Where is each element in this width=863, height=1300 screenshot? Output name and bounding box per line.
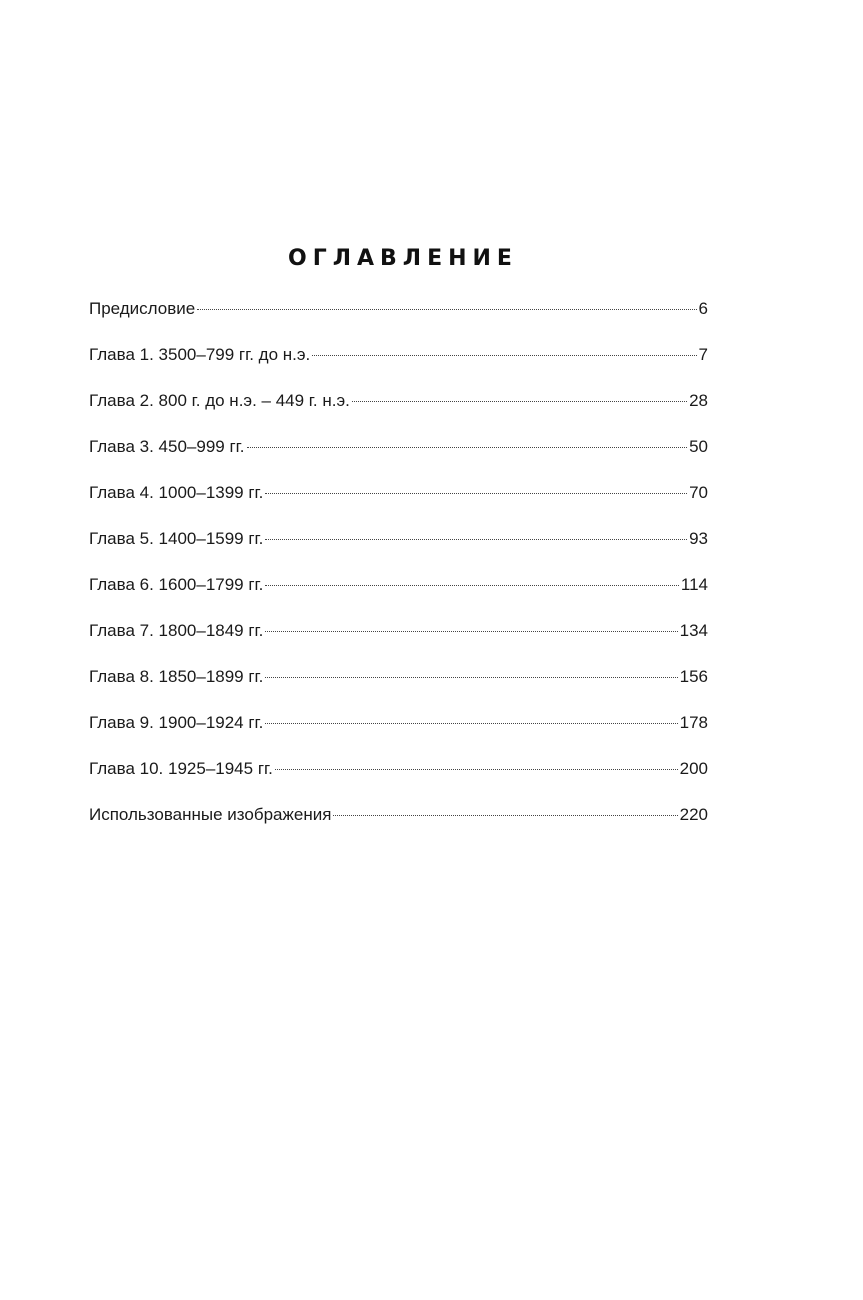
dot-leader	[265, 493, 687, 494]
toc-entry-page: 7	[698, 345, 708, 364]
dot-leader	[312, 355, 696, 356]
toc-entry-page: 50	[689, 437, 708, 456]
dot-leader	[265, 585, 678, 586]
toc-entry-chapter-9[interactable]	[89, 710, 708, 756]
toc-entry-page: 134	[679, 621, 708, 640]
toc-entry-label: Предисловие	[89, 299, 196, 318]
toc-entry-page: 220	[679, 805, 708, 824]
toc-title: ОГЛАВЛЕНИЕ	[288, 246, 518, 271]
toc-entry-page: 156	[679, 667, 708, 686]
dot-leader	[265, 539, 687, 540]
toc-entry-label: Глава 1. 3500–799 гг. до н.э.	[89, 345, 311, 364]
toc-entry-preface[interactable]	[89, 296, 708, 342]
toc-entry-chapter-1[interactable]	[89, 342, 708, 388]
toc-entry-label: Глава 5. 1400–1599 гг.	[89, 529, 264, 548]
toc-entry-chapter-8[interactable]	[89, 664, 708, 710]
toc-entry-image-credits[interactable]	[89, 802, 708, 848]
toc-entry-chapter-3[interactable]	[89, 434, 708, 480]
toc-entry-chapter-5[interactable]	[89, 526, 708, 572]
dot-leader	[265, 677, 677, 678]
toc-entry-chapter-7[interactable]	[89, 618, 708, 664]
dot-leader	[247, 447, 688, 448]
toc-entry-chapter-10[interactable]	[89, 756, 708, 802]
dot-leader	[265, 631, 677, 632]
dot-leader	[197, 309, 696, 310]
toc-entry-label: Глава 10. 1925–1945 гг.	[89, 759, 273, 778]
toc-entry-chapter-4[interactable]	[89, 480, 708, 526]
toc-entry-page: 93	[689, 529, 708, 548]
toc-entry-chapter-2[interactable]	[89, 388, 708, 434]
dot-leader	[265, 723, 677, 724]
toc-entry-label: Глава 4. 1000–1399 гг.	[89, 483, 264, 502]
toc-list	[89, 296, 708, 848]
toc-entry-label: Глава 8. 1850–1899 гг.	[89, 667, 264, 686]
toc-entry-label: Глава 2. 800 г. до н.э. – 449 г. н.э.	[89, 391, 350, 410]
toc-entry-page: 6	[698, 299, 708, 318]
toc-entry-label: Глава 3. 450–999 гг.	[89, 437, 245, 456]
dot-leader	[275, 769, 678, 770]
dot-leader	[352, 401, 687, 402]
toc-entry-page: 178	[679, 713, 708, 732]
dot-leader	[333, 815, 677, 816]
toc-entry-label: Использованные изображения	[89, 805, 332, 824]
toc-entry-page: 28	[689, 391, 708, 410]
toc-entry-label: Глава 7. 1800–1849 гг.	[89, 621, 264, 640]
toc-entry-page: 114	[680, 575, 708, 594]
toc-entry-label: Глава 9. 1900–1924 гг.	[89, 713, 264, 732]
toc-entry-chapter-6[interactable]	[89, 572, 708, 618]
toc-entry-label: Глава 6. 1600–1799 гг.	[89, 575, 264, 594]
toc-entry-page: 70	[689, 483, 708, 502]
toc-entry-page: 200	[679, 759, 708, 778]
